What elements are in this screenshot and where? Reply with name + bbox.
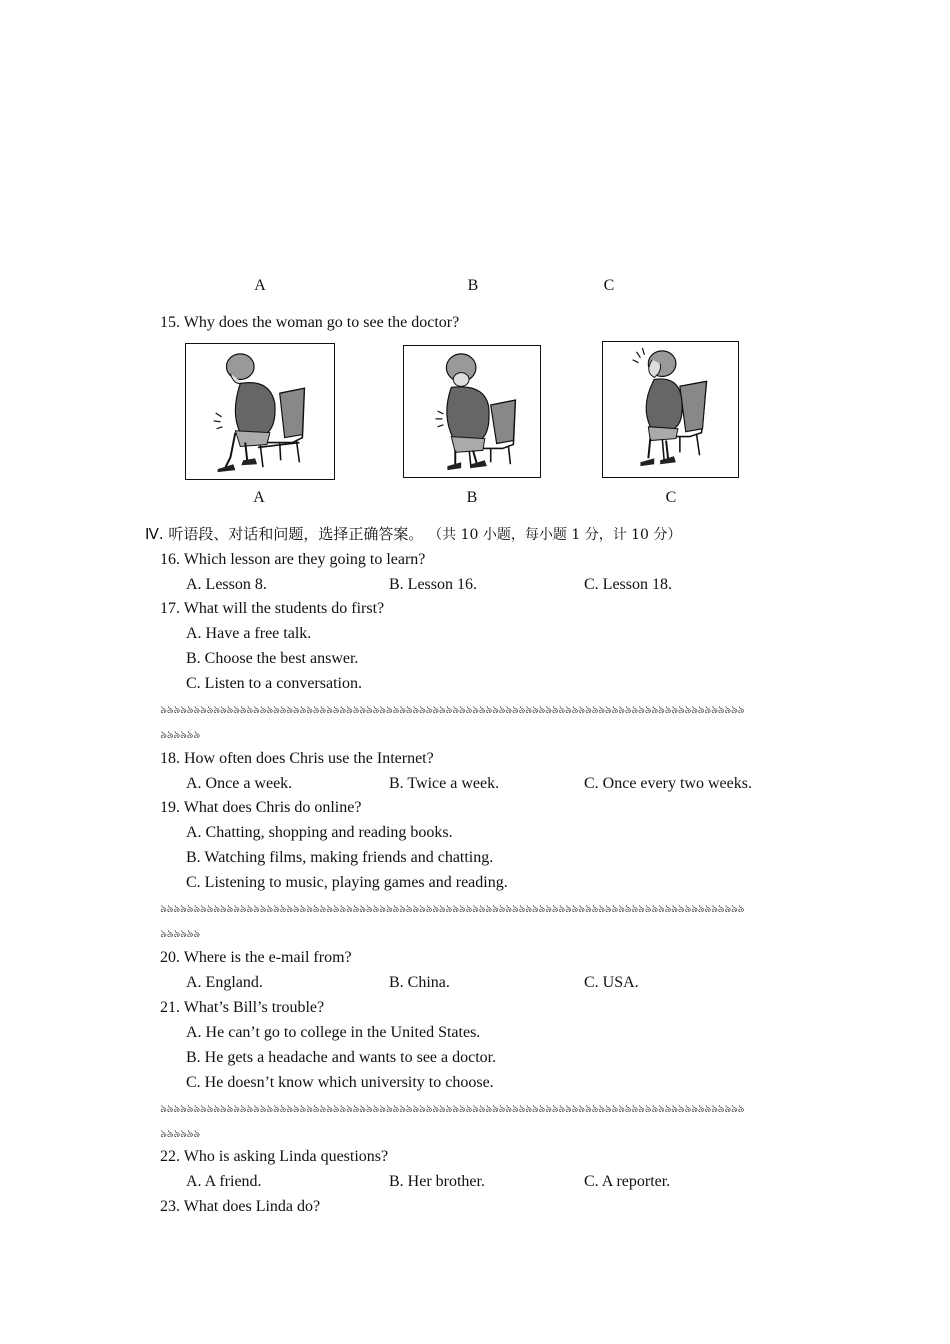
separator-line-tail: ৯৯৯৯৯৯ xyxy=(160,928,200,940)
question-19: 19. What does Chris do online? xyxy=(160,799,362,816)
q16-option-b[interactable]: B. Lesson 16. xyxy=(389,576,477,593)
section-4-points: （共 10 小题，每小题 1 分，计 10 分） xyxy=(428,527,682,543)
q22-option-c[interactable]: C. A reporter. xyxy=(584,1173,671,1190)
q18-option-a[interactable]: A. Once a week. xyxy=(186,775,293,792)
q20-option-c[interactable]: C. USA. xyxy=(584,974,639,991)
q15-label-a: A xyxy=(253,489,265,506)
question-16: 16. Which lesson are they going to learn? xyxy=(160,551,426,568)
q15-picture-a-knee-pain[interactable] xyxy=(185,343,335,480)
section-4-heading xyxy=(145,524,681,545)
q22-option-b[interactable]: B. Her brother. xyxy=(389,1173,485,1190)
q15-label-c: C xyxy=(665,489,677,506)
question-22: 22. Who is asking Linda questions? xyxy=(160,1148,389,1165)
separator-line: ﻿৯৯৯৯৯৯৯৯৯৯৯৯৯৯৯৯৯৯৯৯৯৯৯৯৯৯৯৯৯৯৯৯৯৯৯৯৯৯৯৯৯৯৯৯৯৯৯৯৯৯৯৯৯৯৯৯৯৯৯৯৯৯৯৯৯৯৯৯৯৯৯৯৯৯৯৯৯৯৯৯৯৯৯৯৯৯৯৯ xyxy=(160,704,745,716)
q16-option-a[interactable]: A. Lesson 8. xyxy=(186,576,267,593)
question-15: 15. Why does the woman go to see the doctor? xyxy=(160,314,460,331)
q18-option-c[interactable]: C. Once every two weeks. xyxy=(584,775,752,792)
q17-option-b[interactable]: B. Choose the best answer. xyxy=(186,650,359,667)
q15-label-b: B xyxy=(466,489,478,506)
q19-option-a[interactable]: A. Chatting, shopping and reading books. xyxy=(186,824,453,841)
separator-line: ﻿৯৯৯৯৯৯৯৯৯৯৯৯৯৯৯৯৯৯৯৯৯৯৯৯৯৯৯৯৯৯৯৯৯৯৯৯৯৯৯৯৯৯৯৯৯৯৯৯৯৯৯৯৯৯৯৯৯৯৯৯৯৯৯৯৯৯৯৯৯৯৯৯৯৯৯৯৯৯৯৯৯৯৯৯৯৯৯৯ xyxy=(160,1103,745,1115)
question-17: 17. What will the students do first? xyxy=(160,600,385,617)
q14-label-c: C xyxy=(603,277,615,294)
woman-holding-head-icon xyxy=(603,342,738,477)
q19-option-b[interactable]: B. Watching films, making friends and chatting. xyxy=(186,849,494,866)
question-23: 23. What does Linda do? xyxy=(160,1198,321,1215)
q16-option-c[interactable]: C. Lesson 18. xyxy=(584,576,672,593)
question-21: 21. What’s Bill’s trouble? xyxy=(160,999,325,1016)
q22-option-a[interactable]: A. A friend. xyxy=(186,1173,262,1190)
separator-line: ﻿৯৯৯৯৯৯৯৯৯৯৯৯৯৯৯৯৯৯৯৯৯৯৯৯৯৯৯৯৯৯৯৯৯৯৯৯৯৯৯৯৯৯৯৯৯৯৯৯৯৯৯৯৯৯৯৯৯৯৯৯৯৯৯৯৯৯৯৯৯৯৯৯৯৯৯৯৯৯৯৯৯৯৯৯৯৯৯৯ xyxy=(160,903,745,915)
question-18: 18. How often does Chris use the Internet? xyxy=(160,750,434,767)
q15-picture-b-stomach-ache[interactable] xyxy=(403,345,541,478)
q18-option-b[interactable]: B. Twice a week. xyxy=(389,775,500,792)
woman-holding-stomach-icon xyxy=(404,346,540,477)
q21-option-c[interactable]: C. He doesn’t know which university to choose. xyxy=(186,1074,494,1091)
separator-line-tail: ৯৯৯৯৯৯ xyxy=(160,1128,200,1140)
woman-holding-knee-icon xyxy=(186,344,334,479)
q20-option-a[interactable]: A. England. xyxy=(186,974,263,991)
q15-picture-c-headache[interactable] xyxy=(602,341,739,478)
q17-option-c[interactable]: C. Listen to a conversation. xyxy=(186,675,362,692)
q21-option-b[interactable]: B. He gets a headache and wants to see a doctor. xyxy=(186,1049,497,1066)
q21-option-a[interactable]: A. He can’t go to college in the United States. xyxy=(186,1024,481,1041)
q19-option-c[interactable]: C. Listening to music, playing games and reading. xyxy=(186,874,508,891)
q17-option-a[interactable]: A. Have a free talk. xyxy=(186,625,312,642)
separator-line-tail: ৯৯৯৯৯৯ xyxy=(160,729,200,741)
q20-option-b[interactable]: B. China. xyxy=(389,974,450,991)
section-4-title: Ⅳ. 听语段、对话和问题，选择正确答案。 xyxy=(145,525,424,543)
q14-label-a: A xyxy=(254,277,266,294)
q14-label-b: B xyxy=(467,277,479,294)
question-20: 20. Where is the e-mail from? xyxy=(160,949,352,966)
